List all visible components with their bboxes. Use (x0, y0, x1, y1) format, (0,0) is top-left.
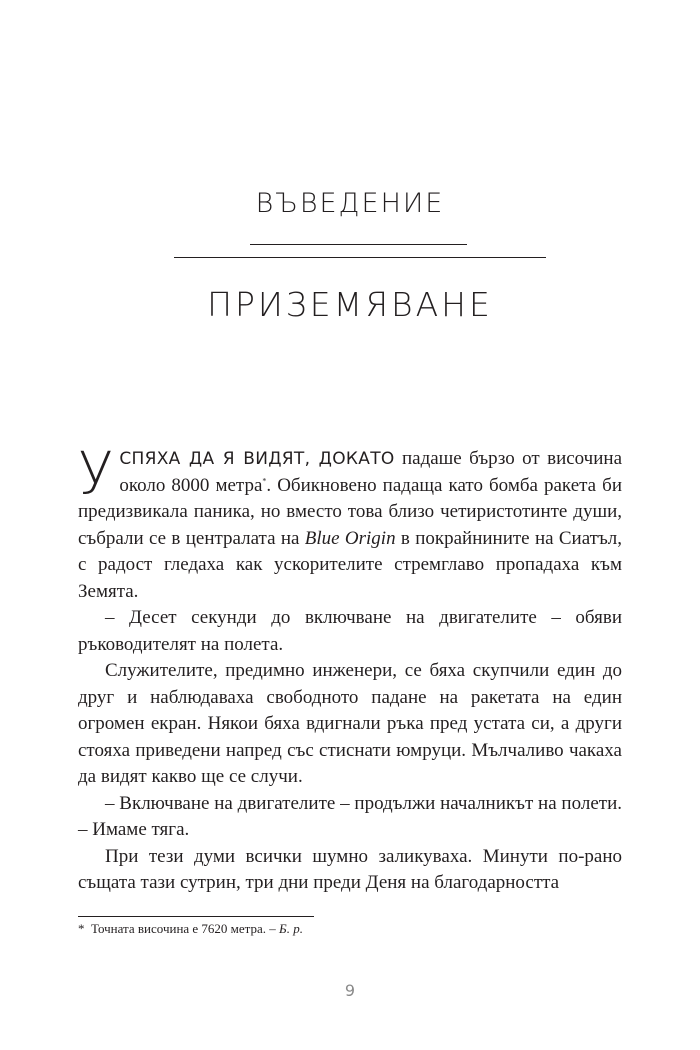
footnote-divider (78, 916, 314, 917)
paragraph-1-part-c: в покрайнините на Сиатъл, с радост гледаха как ускорителите стремглаво пропадаха към Земята. (78, 527, 623, 602)
paragraph-2: – Десет секунди до включване на двигателите – обяви ръководителят на полета. (78, 607, 622, 655)
footnote-marker: * (78, 921, 85, 936)
brand-name: Blue Origin (304, 527, 396, 549)
paragraph-5: При тези думи всички шумно заликуваха. Минути по-рано същата тази сутрин, три дни преди Деня на благодарността (78, 845, 622, 893)
footnote-reference[interactable]: * (262, 476, 267, 486)
chapter-divider-short (250, 244, 467, 245)
chapter-title: ПРИЗЕМЯВАНЕ (207, 285, 493, 324)
drop-cap: У (78, 439, 114, 507)
paragraph-1 (78, 439, 623, 605)
footnote (78, 920, 622, 938)
footnote-text: Точната височина е 7620 метра. – (91, 921, 276, 936)
paragraph-1-part-b: . Обикновено падаща като бомба ракета би предизвикала паника, но вместо това близо четиристотинте души, събрали се в централата на (78, 474, 622, 549)
chapter-divider-long (174, 257, 546, 258)
chapter-label: ВЪВЕДЕНИЕ (255, 188, 445, 219)
lead-caps: СПЯХА ДА Я ВИДЯТ, ДОКАТО (119, 449, 395, 469)
footnote-source: Б. р. (279, 921, 303, 936)
page-number: 9 (344, 981, 356, 1000)
body-text (78, 439, 623, 897)
paragraph-3: Служителите, предимно инженери, се бяха скупчили един до друг и наблюдаваха свободното падане на ракетата на един огромен екран. Някои бяха вдигнали ръка пред устата си, а други стояха приведени напред със стиснати юмруци. Мълчаливо чакаха да видят какво ще се случи. (78, 660, 622, 787)
paragraph-4: – Включване на двигателите – продължи началникът на полети. – Имаме тяга. (78, 792, 622, 840)
paragraph-1-part-a: падаше бързо от височина около 8000 метра (119, 448, 622, 496)
